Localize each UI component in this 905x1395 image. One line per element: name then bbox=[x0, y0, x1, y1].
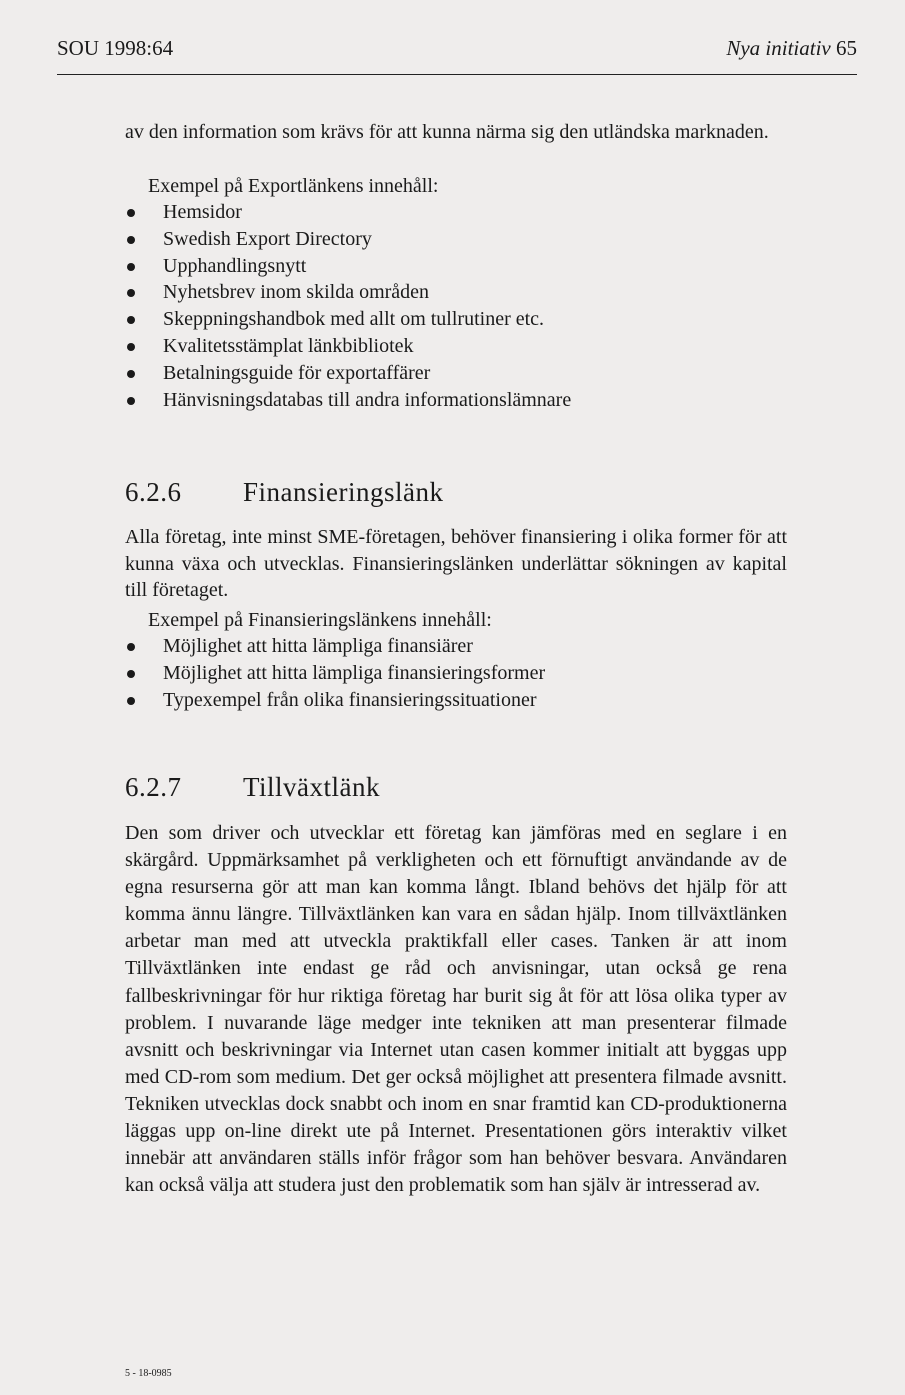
finansiering-list-label: Exempel på Finansieringslänkens innehåll: bbox=[148, 609, 492, 631]
section-heading-627 bbox=[125, 772, 380, 803]
footer-code: 5 - 18-0985 bbox=[125, 1368, 172, 1379]
bullet-icon bbox=[127, 209, 135, 217]
list-item: Typexempel från olika finansieringssituationer bbox=[125, 687, 787, 714]
exportlank-list-label: Exempel på Exportlänkens innehåll: bbox=[148, 175, 439, 197]
header-rule bbox=[57, 74, 857, 75]
list-item: Kvalitetsstämplat länkbibliotek bbox=[125, 333, 787, 360]
list-item: Upphandlingsnytt bbox=[125, 253, 787, 280]
section-title: Tillväxtlänk bbox=[243, 772, 381, 802]
list-item: Skeppningshandbok med allt om tullrutiner etc. bbox=[125, 306, 787, 333]
list-item: Hänvisningsdatabas till andra informationslämnare bbox=[125, 387, 787, 414]
bullet-icon bbox=[127, 289, 135, 297]
list-item: Hemsidor bbox=[125, 199, 787, 226]
section-number: 6.2.6 bbox=[125, 477, 182, 507]
bullet-icon bbox=[127, 236, 135, 244]
bullet-icon bbox=[127, 697, 135, 705]
list-item: Nyhetsbrev inom skilda områden bbox=[125, 279, 787, 306]
running-header-left: SOU 1998:64 bbox=[57, 36, 174, 60]
page-number: 65 bbox=[836, 36, 857, 60]
running-header-title: Nya initiativ bbox=[726, 36, 831, 60]
section-number: 6.2.7 bbox=[125, 772, 182, 802]
finansiering-paragraph: Alla företag, inte minst SME-företagen, behöver finansiering i olika former för att kunna växa och utvecklas. Finansieringslänken underlättar sökningen av kapital till företaget. bbox=[125, 526, 787, 601]
finansiering-list bbox=[125, 633, 787, 713]
bullet-icon bbox=[127, 263, 135, 271]
bullet-icon bbox=[127, 643, 135, 651]
section-heading-626 bbox=[125, 477, 443, 508]
list-item: Swedish Export Directory bbox=[125, 226, 787, 253]
bullet-icon bbox=[127, 670, 135, 678]
bullet-icon bbox=[127, 397, 135, 405]
bullet-icon bbox=[127, 343, 135, 351]
list-item: Betalningsguide för exportaffärer bbox=[125, 360, 787, 387]
tillvaxt-paragraph: Den som driver och utvecklar ett företag kan jämföras med en seglare i en skärgård. Uppmärksamhet på verkligheten och ett förnuftigt användande av de egna resurserna gör att man kan komma långt. Ibland behövs det hjälp för att komma ännu längre. Tillväxtlänken kan vara en sådan hjälp. Inom tillväxtlänken arbetar man med att utveckla praktikfall eller cases. Tanken är att inom Tillväxtlänken inte endast ge råd och anvisningar, utan också ge rena fallbeskrivningar för hur riktiga företag har burit sig åt för att lösa olika typer av problem. I nuvarande läge medger inte tekniken att man presenterar filmade avsnitt och beskrivningar via Internet utan casen kommer initialt att byggas upp med CD-rom som medium. Det ger också möjlighet att presentera filmade avsnitt. Tekniken utvecklas dock snabbt och inom en snar framtid kan CD-produktionerna läggas upp on-line direkt ute på Internet. Presentationen görs interaktiv vilket innebär att användaren ställs inför frågor som han behöver besvara. Användaren kan också välja att studera just den problematik som han själv är intresserad av. bbox=[125, 822, 787, 1197]
list-item: Möjlighet att hitta lämpliga finansiärer bbox=[125, 633, 787, 660]
exportlank-list bbox=[125, 199, 787, 413]
running-header-right bbox=[726, 36, 857, 61]
list-item: Möjlighet att hitta lämpliga finansieringsformer bbox=[125, 660, 787, 687]
bullet-icon bbox=[127, 316, 135, 324]
section-title: Finansieringslänk bbox=[243, 477, 444, 507]
intro-paragraph: av den information som krävs för att kunna närma sig den utländska marknaden. bbox=[125, 121, 769, 143]
bullet-icon bbox=[127, 370, 135, 378]
